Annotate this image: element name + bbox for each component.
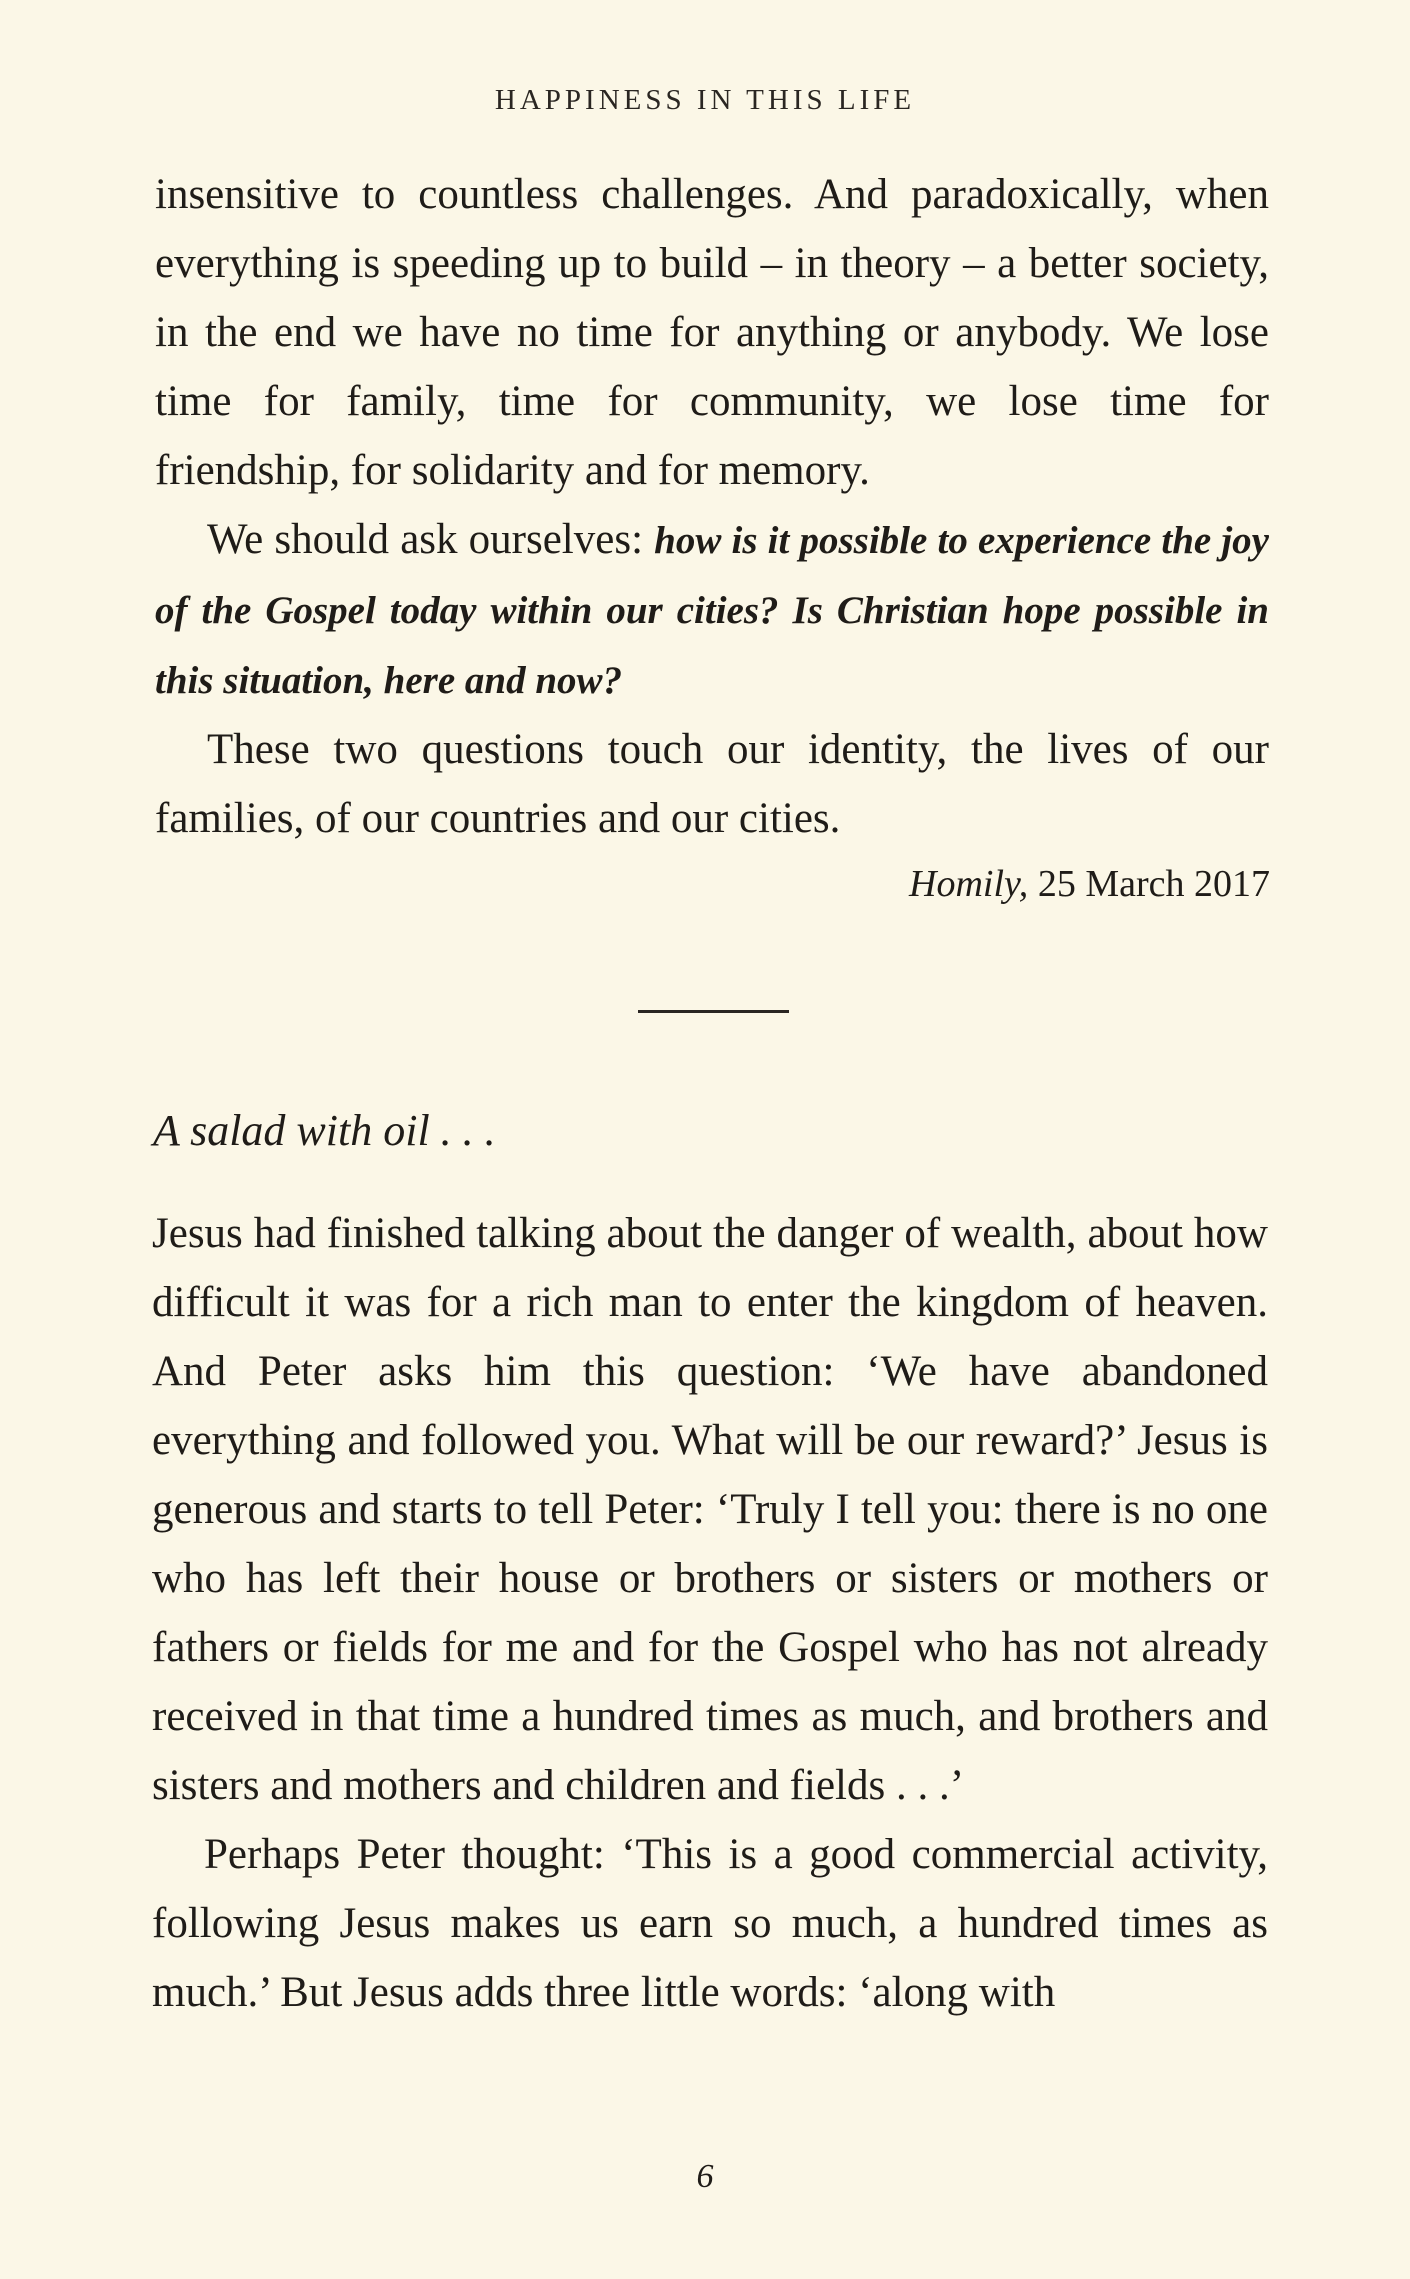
section-divider bbox=[638, 1010, 789, 1013]
passage-one bbox=[155, 160, 1269, 853]
paragraph-lead: We should ask ourselves: bbox=[207, 516, 655, 563]
passage-two bbox=[152, 1199, 1268, 2027]
page-number: 6 bbox=[696, 2158, 714, 2195]
attribution-date: 25 March 2017 bbox=[1028, 863, 1270, 905]
attribution-source: Homily, bbox=[909, 863, 1029, 905]
paragraph: Perhaps Peter thought: ‘This is a good commercial activity, following Jesus makes us earn so much, a hundred times as much.’ But Jesus adds three little words: ‘along with bbox=[152, 1831, 1268, 2016]
running-header: HAPPINESS IN THIS LIFE bbox=[494, 84, 916, 116]
paragraph bbox=[155, 505, 1269, 715]
section-title: A salad with oil . . . bbox=[153, 1106, 496, 1155]
question-emphasis: how is it possible to experience the joy of the Gospel today within our cities? Is Christian hope possible in this situation, here and now? bbox=[155, 519, 1269, 702]
paragraph: These two questions touch our identity, the lives of our families, of our countries and our cities. bbox=[155, 726, 1269, 842]
paragraph: Jesus had finished talking about the danger of wealth, about how difficult it was for a rich man to enter the kingdom of heaven. And Peter asks him this question: ‘We have abandoned everything and followed you. What will be our reward?’ Jesus is generous and starts to tell Peter: ‘Truly I tell you: there is no one who has left their house or brothers or sisters or mothers or fathers or fields for me and for the Gospel who has not already received in that time a hundred times as much, and brothers and sisters and mothers and children and fields . . .’ bbox=[152, 1210, 1268, 1809]
attribution bbox=[909, 862, 1270, 906]
paragraph: insensitive to countless challenges. And paradoxically, when everything is speeding up to build – in theory – a better society, in the end we have no time for anything or anybody. We lose time for family, time for community, we lose time for friendship, for solidarity and for memory. bbox=[155, 171, 1269, 494]
